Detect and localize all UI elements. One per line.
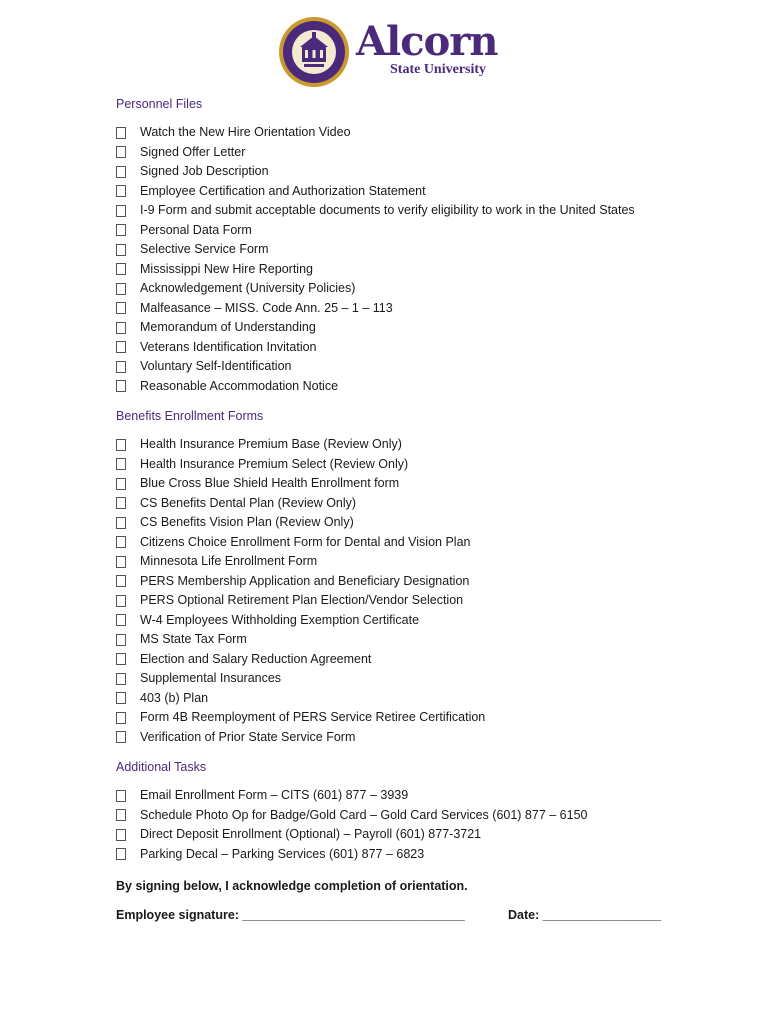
checkbox[interactable] xyxy=(116,166,126,178)
checklist-item xyxy=(116,650,716,670)
checklist-item-label: I-9 Form and submit acceptable documents to verify eligibility to work in the United States xyxy=(140,203,635,217)
checklist-item xyxy=(116,240,716,260)
checklist-item-label: Reasonable Accommodation Notice xyxy=(140,378,339,393)
checklist-item-label: Veterans Identification Invitation xyxy=(140,339,317,354)
checklist-item-label: Memorandum of Understanding xyxy=(140,320,316,334)
checkbox[interactable] xyxy=(116,127,126,139)
checklist-item xyxy=(116,786,716,806)
checklist-item xyxy=(116,162,716,182)
checklist-item-label: Election and Salary Reduction Agreement xyxy=(140,651,372,666)
section-benefits-enrollment xyxy=(116,406,716,747)
checkbox[interactable] xyxy=(116,536,126,548)
employee-signature-field[interactable]: Employee signature: ________________________________ xyxy=(116,908,465,922)
checklist-item xyxy=(116,377,716,397)
section-title: Benefits Enrollment Forms xyxy=(116,409,264,423)
checklist-item xyxy=(116,435,716,455)
checklist-document xyxy=(116,94,716,925)
checklist-item-label: CS Benefits Dental Plan (Review Only) xyxy=(140,495,357,510)
checkbox[interactable] xyxy=(116,224,126,236)
checkbox[interactable] xyxy=(116,283,126,295)
checkbox[interactable] xyxy=(116,146,126,158)
checkbox[interactable] xyxy=(116,692,126,704)
checkbox[interactable] xyxy=(116,361,126,373)
checkbox[interactable] xyxy=(116,614,126,626)
section-personnel-files xyxy=(116,94,716,396)
checklist-item-label: Form 4B Reemployment of PERS Service Retiree Certification xyxy=(140,710,486,724)
section-title: Personnel Files xyxy=(116,97,203,111)
checklist-item-label: 403 (b) Plan xyxy=(140,690,209,705)
university-header xyxy=(278,16,498,90)
checkbox[interactable] xyxy=(116,653,126,665)
checkbox[interactable] xyxy=(116,263,126,275)
checklist xyxy=(116,435,716,747)
checklist-item-label: MS State Tax Form xyxy=(140,632,247,646)
checkbox[interactable] xyxy=(116,848,126,860)
checklist-item xyxy=(116,630,716,650)
checklist-item-label: Minnesota Life Enrollment Form xyxy=(140,554,318,568)
checklist-item xyxy=(116,845,716,865)
checkbox[interactable] xyxy=(116,829,126,841)
checklist-item-label: Employee Certification and Authorization Statement xyxy=(140,183,426,198)
checklist-item-label: Direct Deposit Enrollment (Optional) – Payroll (601) 877-3721 xyxy=(140,827,482,841)
checklist-item-label: Watch the New Hire Orientation Video xyxy=(140,125,351,139)
checklist-item-label: Signed Job Description xyxy=(140,164,269,178)
checklist-item xyxy=(116,806,716,826)
date-field[interactable]: Date: _________________ xyxy=(508,908,661,922)
checklist-item xyxy=(116,279,716,299)
checkbox[interactable] xyxy=(116,575,126,587)
signature-row xyxy=(116,905,716,925)
checkbox[interactable] xyxy=(116,439,126,451)
checkbox[interactable] xyxy=(116,380,126,392)
checklist-item-label: Health Insurance Premium Select (Review Only) xyxy=(140,456,409,471)
checkbox[interactable] xyxy=(116,185,126,197)
acknowledgement-statement: By signing below, I acknowledge completion of orientation. xyxy=(116,879,468,893)
checklist-item-label: Selective Service Form xyxy=(140,242,269,256)
checklist xyxy=(116,123,716,396)
checklist-item-label: PERS Optional Retirement Plan Election/Vendor Selection xyxy=(140,593,464,607)
university-seal-icon xyxy=(278,16,350,88)
checklist-item-label: Health Insurance Premium Base (Review Only) xyxy=(140,437,402,451)
checkbox[interactable] xyxy=(116,341,126,353)
checklist-item xyxy=(116,338,716,358)
checklist-item xyxy=(116,689,716,709)
checklist-item xyxy=(116,494,716,514)
checkbox[interactable] xyxy=(116,634,126,646)
checkbox[interactable] xyxy=(116,302,126,314)
university-wordmark xyxy=(356,18,498,78)
checkbox[interactable] xyxy=(116,244,126,256)
checkbox[interactable] xyxy=(116,478,126,490)
checklist-item xyxy=(116,611,716,631)
checklist-item-label: Malfeasance – MISS. Code Ann. 25 – 1 – 113 xyxy=(140,300,393,315)
checkbox[interactable] xyxy=(116,712,126,724)
checkbox[interactable] xyxy=(116,595,126,607)
checklist-item-label: Signed Offer Letter xyxy=(140,144,246,159)
checklist-item xyxy=(116,221,716,241)
checklist-item-label: Blue Cross Blue Shield Health Enrollment form xyxy=(140,476,400,490)
checklist-item xyxy=(116,728,716,748)
checklist-item-label: Mississippi New Hire Reporting xyxy=(140,261,313,276)
checklist-item xyxy=(116,123,716,143)
checklist-item xyxy=(116,533,716,553)
checklist-item xyxy=(116,201,716,221)
checkbox[interactable] xyxy=(116,556,126,568)
checklist-item xyxy=(116,825,716,845)
checklist-item xyxy=(116,669,716,689)
checklist-item xyxy=(116,474,716,494)
checklist-item-label: Schedule Photo Op for Badge/Gold Card – Gold Card Services (601) 877 – 6150 xyxy=(140,807,588,822)
checklist-item xyxy=(116,513,716,533)
checkbox[interactable] xyxy=(116,809,126,821)
checkbox[interactable] xyxy=(116,497,126,509)
checklist-item-label: Acknowledgement (University Policies) xyxy=(140,281,356,295)
checkbox[interactable] xyxy=(116,673,126,685)
checklist-item xyxy=(116,552,716,572)
checklist-item xyxy=(116,591,716,611)
checklist-item xyxy=(116,708,716,728)
checklist-item xyxy=(116,299,716,319)
checklist-item-label: Voluntary Self-Identification xyxy=(140,359,292,373)
checkbox[interactable] xyxy=(116,458,126,470)
checklist-item xyxy=(116,357,716,377)
checklist-item-label: Parking Decal – Parking Services (601) 877 – 6823 xyxy=(140,846,425,861)
checklist-item xyxy=(116,260,716,280)
section-additional-tasks xyxy=(116,757,716,864)
checkbox[interactable] xyxy=(116,205,126,217)
checklist-item xyxy=(116,455,716,475)
checklist-item xyxy=(116,143,716,163)
checklist-item-label: W-4 Employees Withholding Exemption Certificate xyxy=(140,612,420,627)
section-title: Additional Tasks xyxy=(116,760,207,774)
checklist-item xyxy=(116,182,716,202)
checklist-item-label: PERS Membership Application and Beneficiary Designation xyxy=(140,573,470,588)
checkbox[interactable] xyxy=(116,322,126,334)
checklist xyxy=(116,786,716,864)
checklist-item-label: CS Benefits Vision Plan (Review Only) xyxy=(140,515,354,529)
checklist-item-label: Verification of Prior State Service Form xyxy=(140,729,356,744)
checkbox[interactable] xyxy=(116,731,126,743)
checklist-item xyxy=(116,572,716,592)
checkbox[interactable] xyxy=(116,790,126,802)
logo-subtitle: State University xyxy=(390,62,487,77)
checklist-item-label: Email Enrollment Form – CITS (601) 877 – 3939 xyxy=(140,788,409,802)
logo-name: Alcorn xyxy=(356,18,498,65)
checklist-item-label: Supplemental Insurances xyxy=(140,671,282,685)
checklist-item xyxy=(116,318,716,338)
checklist-item-label: Citizens Choice Enrollment Form for Dental and Vision Plan xyxy=(140,534,471,549)
checklist-item-label: Personal Data Form xyxy=(140,222,252,237)
checkbox[interactable] xyxy=(116,517,126,529)
